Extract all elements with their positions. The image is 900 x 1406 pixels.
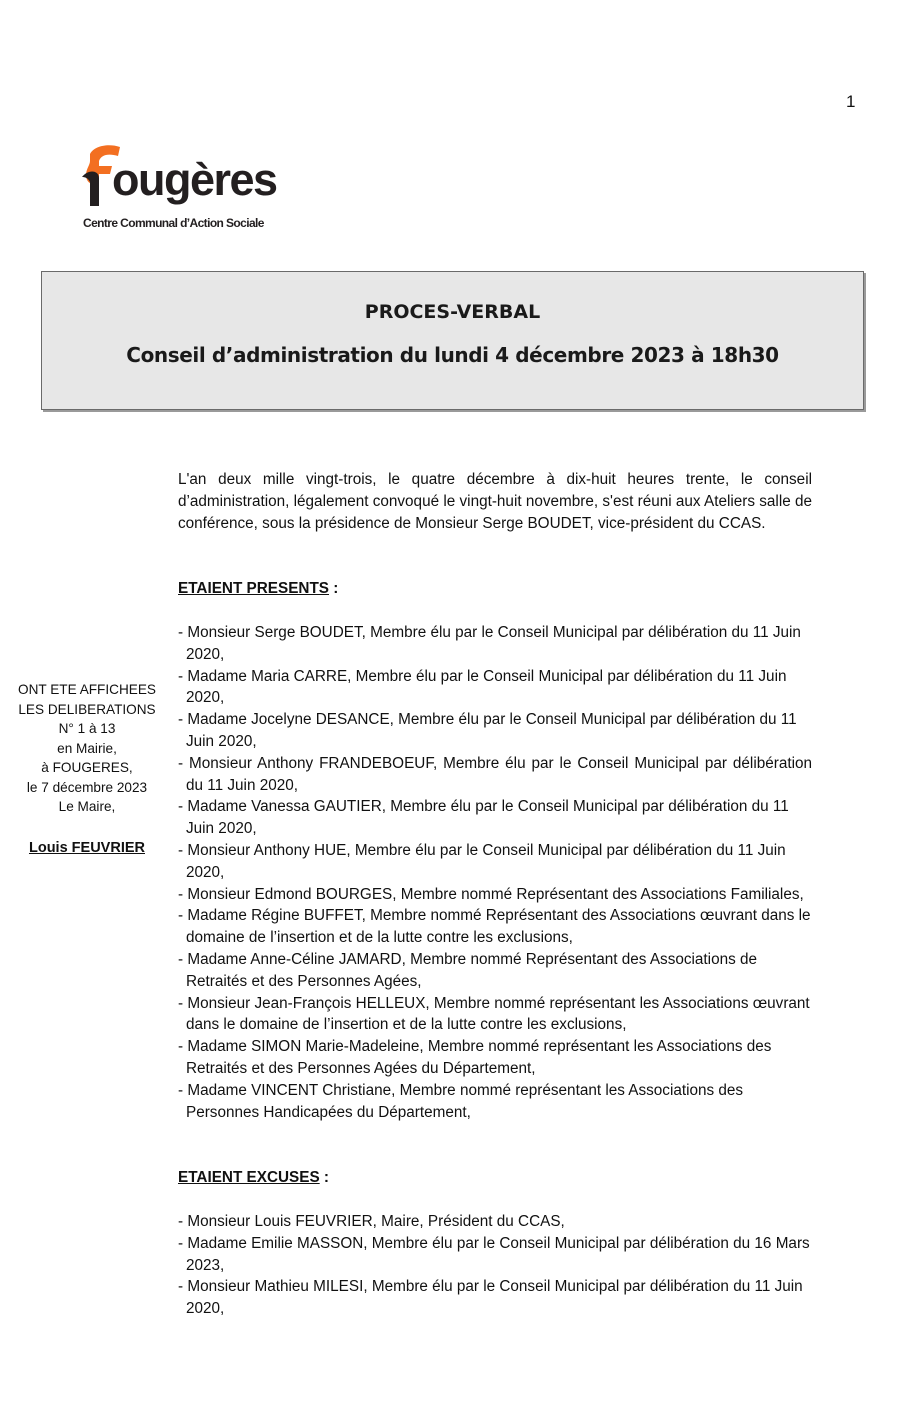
title-box: [41, 271, 864, 410]
mayor-signature-name: Louis FEUVRIER: [28, 839, 145, 856]
list-item: - Monsieur Serge BOUDET, Membre élu par le Conseil Municipal par délibération du 11 Juin 2020,: [178, 624, 801, 663]
intro-paragraph: L'an deux mille vingt-trois, le quatre décembre à dix-huit heures trente, le conseil d’administration, légalement convoqué le vingt-huit novembre, s'est réuni aux Ateliers salle de conférence, sous la présidence de Monsieur Serge BOUDET, vice-président du CCAS.: [178, 471, 812, 532]
list-item: - Monsieur Mathieu MILESI, Membre élu par le Conseil Municipal par délibération du 11 Juin 2020,: [178, 1278, 803, 1318]
logo-subtitle: Centre Communal d’Action Sociale: [83, 216, 264, 230]
document-title: PROCES-VERBAL: [364, 301, 541, 323]
presents-heading-label: ETAIENT PRESENTS: [178, 580, 330, 597]
list-item: - Madame Vanessa GAUTIER, Membre élu par le Conseil Municipal par délibération du 11 Juin 2020,: [178, 798, 789, 838]
list-item: - Monsieur Anthony FRANDEBOEUF, Membre élu par le Conseil Municipal par délibération du 11 Juin 2020,: [178, 754, 812, 794]
posting-notice: [14, 680, 160, 858]
excuses-heading-label: ETAIENT EXCUSES: [178, 1169, 320, 1186]
notice-line: Le Maire,: [58, 799, 116, 814]
list-item: - Madame Anne-Céline JAMARD, Membre nommé Représentant des Associations de Retraités et des Personnes Agées,: [178, 950, 757, 990]
presents-list: [178, 622, 812, 1123]
logo-wordmark: ougères: [112, 154, 277, 205]
excuses-heading-colon: :: [319, 1169, 330, 1186]
list-item: - Monsieur Jean-François HELLEUX, Membre nommé représentant les Associations œuvrant dans le domaine de l’insertion et de la lutte contre les exclusions,: [178, 994, 810, 1034]
excuses-list: [178, 1211, 812, 1320]
list-item: - Madame Emilie MASSON, Membre élu par le Conseil Municipal par délibération du 16 Mars 2023,: [178, 1234, 810, 1274]
list-item: - Madame VINCENT Christiane, Membre nommé représentant les Associations des Personnes Handicapées du Département,: [178, 1081, 744, 1121]
list-item: - Madame Maria CARRE, Membre élu par le Conseil Municipal par délibération du 11 Juin 2020,: [178, 667, 787, 707]
list-item: - Monsieur Edmond BOURGES, Membre nommé Représentant des Associations Familiales,: [178, 885, 804, 903]
notice-line: à FOUGERES,: [41, 760, 133, 775]
notice-line: LES DELIBERATIONS: [18, 701, 156, 717]
presents-heading-colon: :: [329, 580, 339, 597]
list-item: - Monsieur Louis FEUVRIER, Maire, Président du CCAS,: [178, 1213, 565, 1230]
list-item: - Madame Jocelyne DESANCE, Membre élu par le Conseil Municipal par délibération du 11 Juin 2020,: [178, 711, 797, 750]
notice-line: le 7 décembre 2023: [26, 779, 148, 795]
list-item: - Madame Régine BUFFET, Membre nommé Représentant des Associations œuvrant dans le domaine de l’insertion et de la lutte contre les exclusions,: [178, 907, 811, 947]
list-item: - Monsieur Anthony HUE, Membre élu par le Conseil Municipal par délibération du 11 Juin 2020,: [178, 841, 786, 881]
page-number: 1: [846, 92, 856, 111]
list-item: - Madame SIMON Marie-Madeleine, Membre nommé représentant les Associations des Retraités et des Personnes Agées du Département,: [178, 1038, 772, 1077]
notice-line: en Mairie,: [57, 740, 117, 756]
notice-line: ONT ETE AFFICHEES: [18, 682, 156, 697]
notice-line: N° 1 à 13: [58, 721, 116, 736]
excuses-heading: [178, 1167, 329, 1189]
presents-heading: [178, 578, 338, 600]
document-subtitle: Conseil d’administration du lundi 4 décembre 2023 à 18h30: [126, 343, 779, 367]
fougeres-ccas-logo: [82, 144, 312, 236]
